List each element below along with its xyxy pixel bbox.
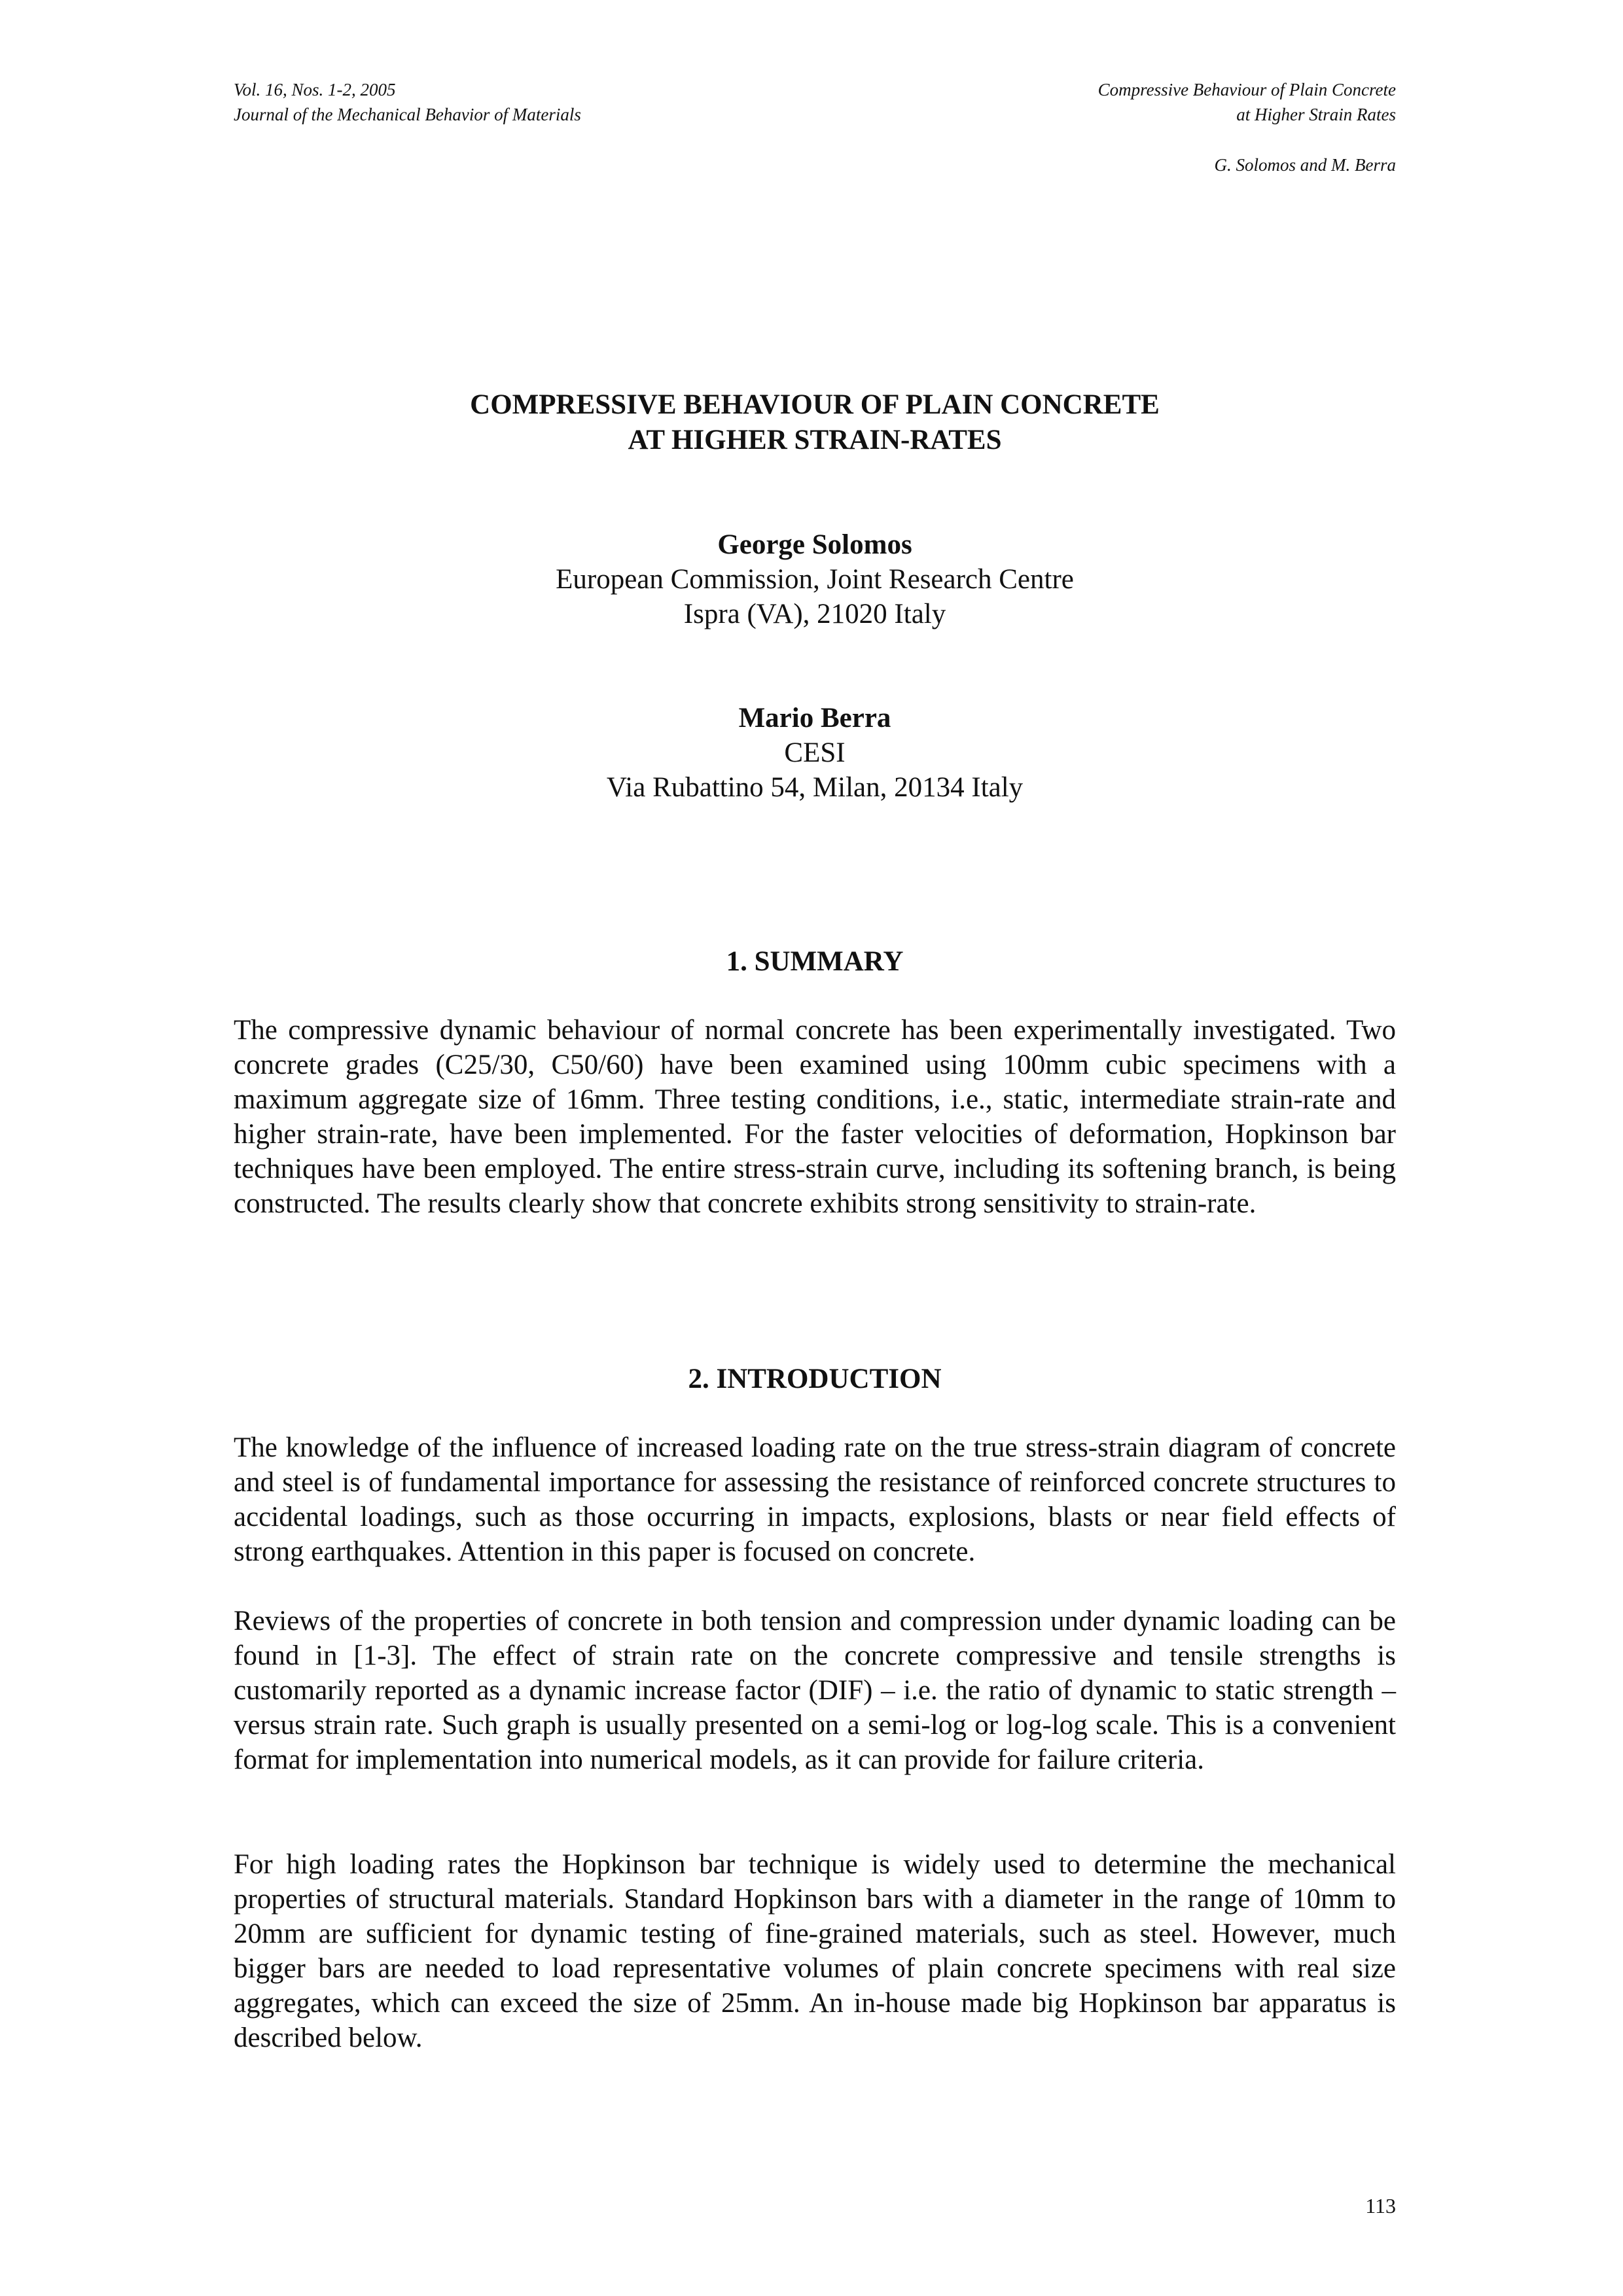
section-heading-introduction: 2. INTRODUCTION (688, 1364, 942, 1394)
running-header-authors (1215, 152, 1397, 177)
author-block-1 (234, 527, 1396, 631)
author-name: Mario Berra (738, 703, 891, 733)
journal-name: Journal of the Mechanical Behavior of Materials (234, 105, 581, 124)
running-header-right (1098, 77, 1396, 127)
page-number: 113 (1365, 2194, 1396, 2217)
running-title-line1: Compressive Behaviour of Plain Concrete (1097, 80, 1396, 99)
intro-paragraph-2: Reviews of the properties of concrete in both tension and compression under dynamic loading can be found in [1-3]. The effect of strain rate on the concrete compressive and tensile strengths is customarily reported as a dynamic increase factor (DIF) – i.e. the ratio of dynamic to static strength – versus strain rate. Such graph is usually presented on a semi-log or log-log scale. This is a convenient format for implementation into numerical models, as it can provide for failure criteria. (234, 1606, 1396, 1775)
author-affiliation: European Commission, Joint Research Centre (556, 564, 1074, 595)
section-heading-summary: 1. SUMMARY (726, 946, 904, 977)
paper-title-line2: AT HIGHER STRAIN-RATES (628, 425, 1002, 455)
intro-paragraph-3: For high loading rates the Hopkinson bar technique is widely used to determine the mechanical properties of structural materials. Standard Hopkinson bars with a diameter in the range of 10mm to 20mm are sufficient for dynamic testing of fine-grained materials, such as steel. However, much bigger bars are needed to load representative volumes of plain concrete specimens with real size aggregates, which can exceed the size of 25mm. An in-house made big Hopkinson bar apparatus is described below. (234, 1849, 1396, 2053)
author-address: Ispra (VA), 21020 Italy (683, 599, 946, 629)
paper-title (234, 387, 1396, 458)
author-block-2 (234, 701, 1396, 805)
intro-paragraph-1: The knowledge of the influence of increased loading rate on the true stress-strain diagram of concrete and steel is of fundamental importance for assessing the resistance of reinforced concrete structures to accidental loadings, such as those occurring in impacts, explosions, blasts or near field effects of strong earthquakes. Attention in this paper is focused on concrete. (234, 1432, 1396, 1567)
author-affiliation: CESI (784, 737, 846, 768)
paper-title-line1: COMPRESSIVE BEHAVIOUR OF PLAIN CONCRETE (470, 389, 1160, 420)
journal-volume: Vol. 16, Nos. 1-2, 2005 (234, 80, 396, 99)
author-address: Via Rubattino 54, Milan, 20134 Italy (606, 772, 1024, 803)
running-header-left (234, 77, 581, 127)
running-authors: G. Solomos and M. Berra (1214, 155, 1396, 175)
summary-paragraph: The compressive dynamic behaviour of normal concrete has been experimentally investigated. Two concrete grades (C25/30, C50/60) have been examined using 100mm cubic specimens with a maximum aggregate size of 16mm. Three testing conditions, i.e., static, intermediate strain-rate and higher strain-rate, have been implemented. For the faster velocities of deformation, Hopkinson bar techniques have been employed. The entire stress-strain curve, including its softening branch, is being constructed. The results clearly show that concrete exhibits strong sensitivity to strain-rate. (234, 1015, 1396, 1219)
running-title-line2: at Higher Strain Rates (1236, 105, 1396, 124)
author-name: George Solomos (717, 529, 912, 560)
